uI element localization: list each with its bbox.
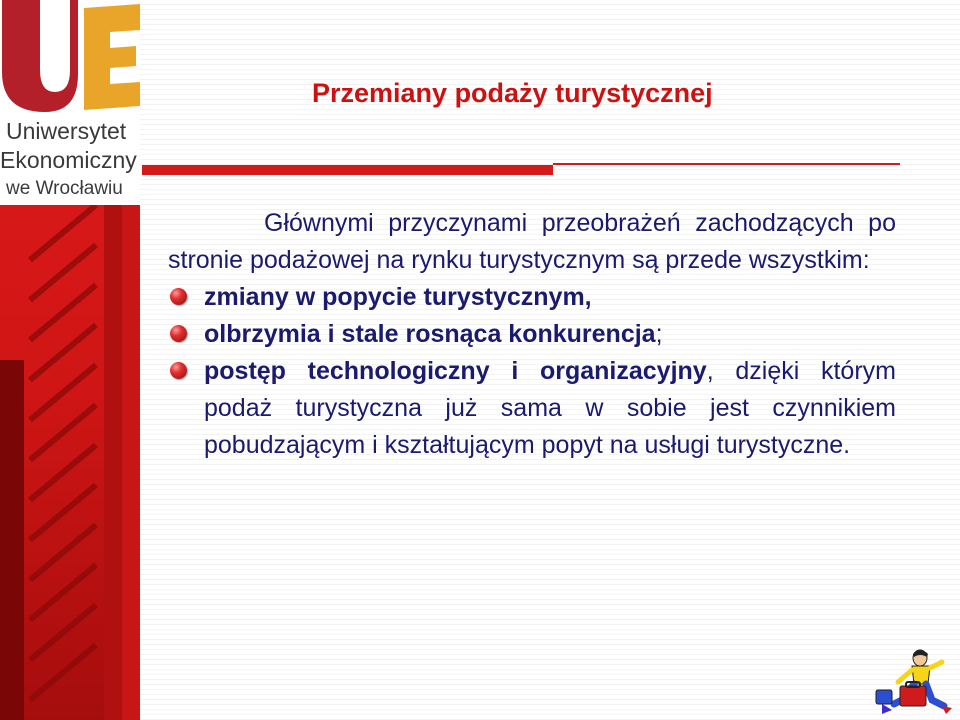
logo-line-2: Ekonomiczny — [0, 147, 137, 173]
slide-body — [168, 205, 896, 464]
bullet-list — [168, 279, 896, 464]
bullet-item — [168, 316, 896, 353]
title-rule-thick — [142, 165, 553, 175]
bullet-rest-text: ; — [655, 320, 663, 348]
intro-paragraph: Głównymi przyczynami przeobrażeń zachodzących po stronie podażowej na rynku turystycznym są przede wszystkim: — [168, 209, 896, 274]
bullet-strong-text: postęp technologiczny i organizacyjny — [204, 357, 707, 385]
red-sphere-bullet-icon — [170, 362, 187, 379]
bullet-item — [168, 353, 896, 464]
logo-line-3: we Wrocławiu — [6, 178, 123, 199]
ue-logo-mark-icon — [0, 0, 140, 118]
slide-title: Przemiany podaży turystycznej — [312, 78, 713, 108]
bullet-strong-text: zmiany w popycie turystycznym, — [204, 283, 592, 311]
traveler-with-suitcase-icon — [872, 648, 952, 716]
title-rule-thin — [553, 163, 900, 165]
university-logo — [0, 0, 140, 205]
red-sphere-bullet-icon — [170, 288, 187, 305]
logo-line-1: Uniwersytet — [6, 118, 127, 144]
red-sphere-bullet-icon — [170, 325, 187, 342]
bullet-strong-text: olbrzymia i stale rosnąca konkurencja — [204, 320, 656, 348]
bullet-rest-text: , dzięki którym podaż turystyczna już sama w sobie jest czynnikiem pobudzającym i kształtującym popyt na usługi turystyczne. — [204, 357, 896, 459]
bullet-item — [168, 279, 896, 316]
